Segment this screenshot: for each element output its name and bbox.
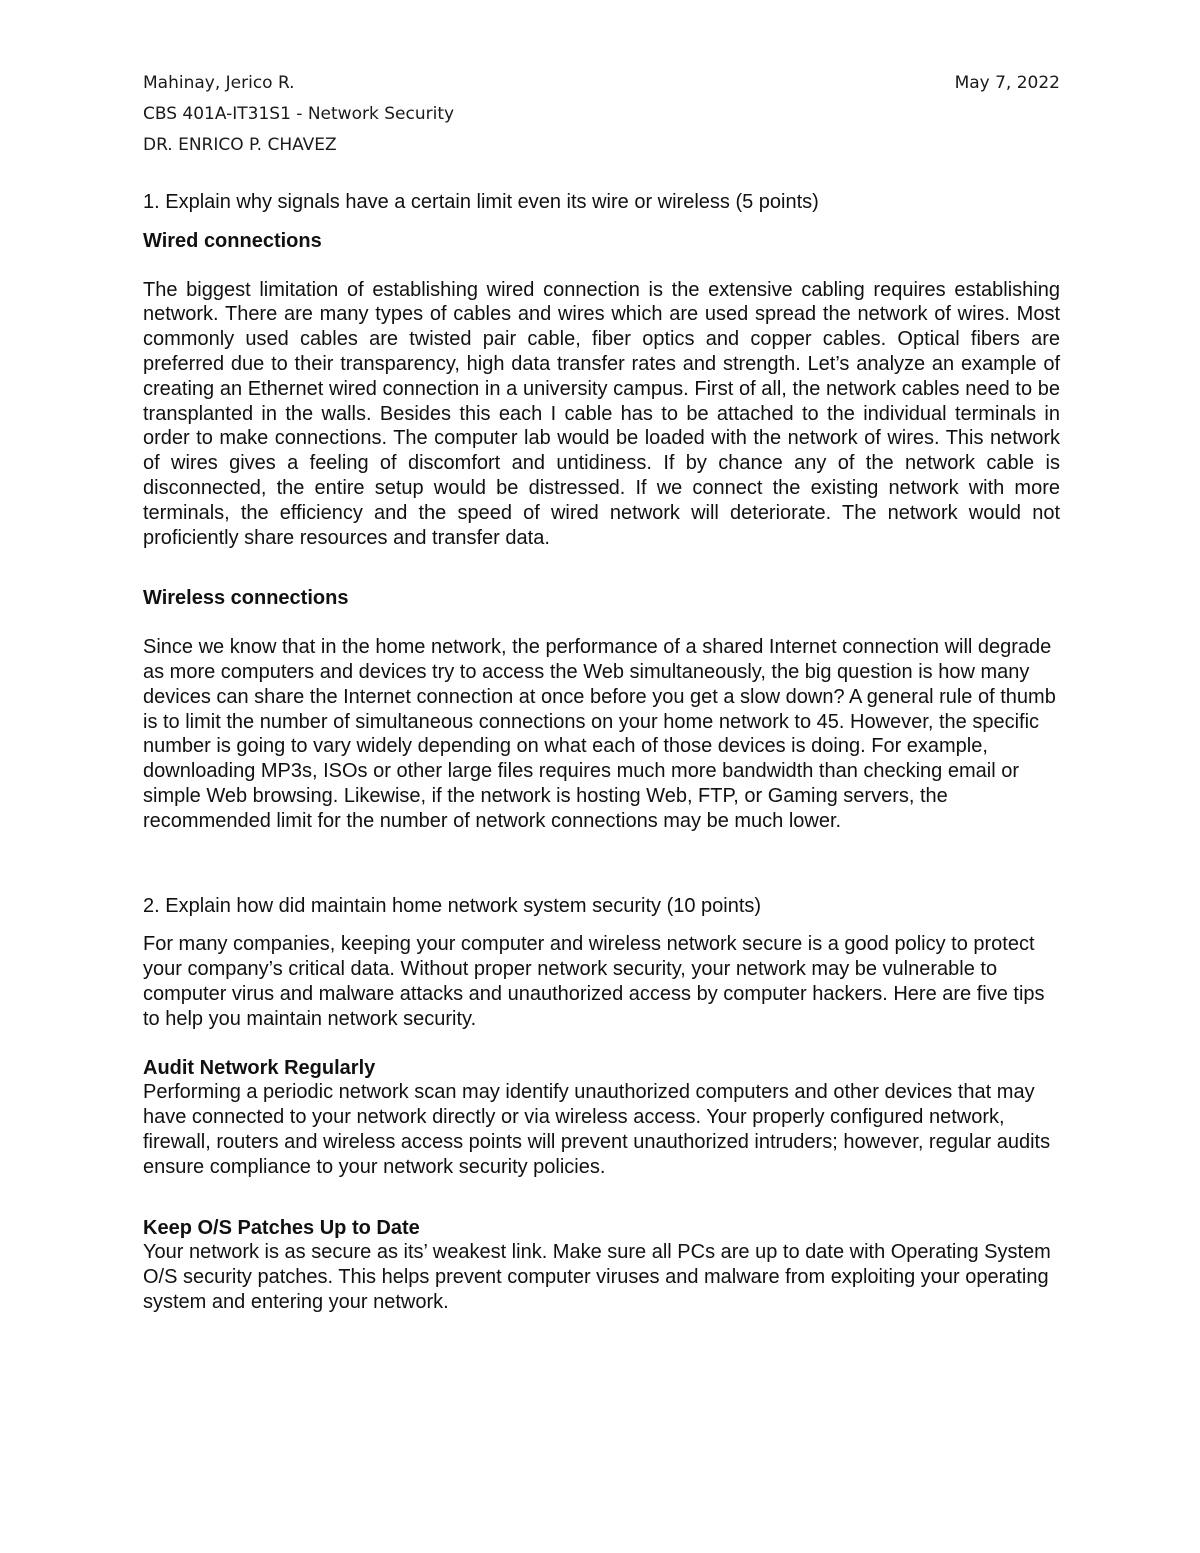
document-body	[143, 190, 1060, 1315]
audit-network-paragraph: Performing a periodic network scan may identify unauthorized computers and other devices that may have connected to your network directly or via wireless access. Your properly configured network, firewall, routers and wireless access points will prevent unauthorized intruders; however, regular audits ensure compliance to your network security policies.	[143, 1081, 1051, 1178]
header-top-row	[143, 68, 1060, 99]
wireless-connections-paragraph: Since we know that in the home network, the performance of a shared Internet connection will degrade as more computers and devices try to access the Web simultaneously, the big question is how many devices can share the Internet connection at once before you get a slow down? A general rule of thumb is to limit the number of simultaneous connections on your home network to 45. However, the specific number is going to vary widely depending on what each of those devices is doing. For example, downloading MP3s, ISOs or other large files requires much more bandwidth than checking email or simple Web browsing. Likewise, if the network is hosting Web, FTP, or Gaming servers, the recommended limit for the number of network connections may be much lower.	[143, 636, 1056, 832]
audit-network-heading: Audit Network Regularly	[143, 1056, 376, 1079]
wired-connections-paragraph: The biggest limitation of establishing wired connection is the extensive cabling requires establishing network. There are many types of cables and wires which are used spread the network of wires. Most commonly used cables are twisted pair cable, fiber optics and copper cables. Optical fibers are preferred due to their transparency, high data transfer rates and strength. Let’s analyze an example of creating an Ethernet wired connection in a university campus. First of all, the network cables need to be transplanted in the walls. Besides this each I cable has to be attached to the individual terminals in order to make connections. The computer lab would be loaded with the network of wires. This network of wires gives a feeling of discomfort and untidiness. If by chance any of the network cable is disconnected, the entire setup would be distressed. If we connect the existing network with more terminals, the efficiency and the speed of wired network will deteriorate. The network would not proficiently share resources and transfer data.	[143, 278, 1060, 549]
course-line: CBS 401A-IT31S1 - Network Security	[143, 104, 455, 124]
os-patches-heading: Keep O/S Patches Up to Date	[143, 1216, 420, 1239]
wired-connections-heading: Wired connections	[143, 229, 322, 252]
wireless-connections-heading: Wireless connections	[143, 587, 349, 610]
document-date: May 7, 2022	[954, 73, 1060, 93]
author-name: Mahinay, Jerico R.	[143, 73, 295, 93]
question-1: 1. Explain why signals have a certain limit even its wire or wireless (5 points)	[143, 191, 819, 213]
security-intro-paragraph: For many companies, keeping your computer and wireless network secure is a good policy to protect your company’s critical data. Without proper network security, your network may be vulnerable to computer virus and malware attacks and unauthorized access by computer hackers. Here are five tips to help you maintain network security.	[143, 933, 1045, 1030]
document-header	[143, 68, 1060, 161]
os-patches-paragraph: Your network is as secure as its’ weakest link. Make sure all PCs are up to date with Operating System O/S security patches. This helps prevent computer viruses and malware from exploiting your operating system and entering your network.	[143, 1241, 1051, 1313]
question-2: 2. Explain how did maintain home network system security (10 points)	[143, 894, 762, 917]
instructor-line: DR. ENRICO P. CHAVEZ	[143, 135, 337, 155]
